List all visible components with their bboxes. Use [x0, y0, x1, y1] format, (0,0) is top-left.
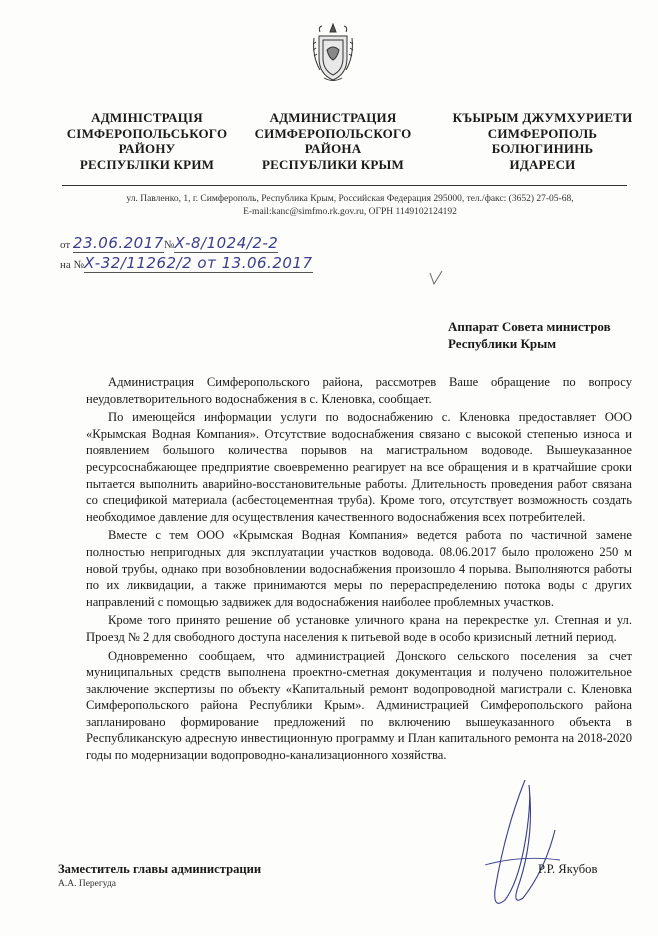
number-label: № [163, 239, 175, 251]
header-center-line: АДМИНИСТРАЦИЯ [269, 110, 397, 125]
body-paragraph: Кроме того принято решение об установке уличного крана на перекрестке ул. Степная и ул. Проезд № 2 для свободного доступа населения к питьевой воде в особо кризисный летний период. [86, 613, 632, 644]
header-right-line: БОЛЮГИНИНЬ [491, 141, 594, 156]
header-left-line: СІМФЕРОПОЛЬСЬКОГО [66, 125, 228, 141]
header-ukrainian [52, 110, 242, 172]
letter-body [86, 374, 632, 766]
header-crimean-tatar [440, 110, 645, 172]
addressee-line: Республики Крым [448, 336, 557, 351]
header-right-line: КЪЫРЫМ ДЖУМХУРИЕТИ [452, 110, 633, 125]
incoming-number: Х-32/11262/2 от 13.06.2017 [84, 254, 313, 272]
header-left-line: РАЙОНУ [118, 141, 176, 156]
contact-info [70, 193, 630, 218]
addressee [448, 318, 611, 352]
to-label: на № [60, 259, 85, 271]
contact-address: ул. Павленко, 1, г. Симферополь, Республика Крым, Российская Федерация 295000, тел./факс: (3652) 27-05-68, [126, 194, 574, 204]
header-center-line: РАЙОНА [304, 141, 362, 156]
contact-email: E-mail:kanc@simfmo.rk.gov.ru, ОГРН 1149102124192 [243, 206, 457, 217]
from-label: от [60, 239, 71, 251]
body-paragraph: Одновременно сообщаем, что администрацией Донского сельского поселения за счет муниципальных средств выполнена проектно-сметная документация и получено положительное заключение экспертизы по объекту «Капитальный ремонт водопроводной магистрали с. Кленовка Симферопольского района Республики Крым». Администрацией Симферопольского района запланировано формирование предложений по включению вышеуказанного объекта в Республиканскую адресную инвестиционную программу и План капитального ремонта на 2018-2020 годы по модернизации водопроводно-канализационного хозяйства. [86, 648, 632, 763]
header-divider [62, 185, 627, 186]
header-left-line: АДМІНІСТРАЦІЯ [91, 110, 203, 125]
signer-title: Заместитель главы администрации [58, 862, 262, 876]
header-russian [238, 110, 428, 172]
check-mark-icon [428, 270, 444, 286]
signer-name: Р.Р. Якубов [538, 862, 598, 876]
header-right-line: ИДАРЕСИ [509, 156, 576, 172]
body-paragraph: По имеющейся информации услуги по водоснабжению с. Кленовка предоставляет ООО «Крымская Водная Компания». Отсутствие водоснабжения связано с высокой степенью износа и появлением большого количества порывов на магистральном водоводе. Вышеуказанное ресурсоснабжающее предприятие своевременно реагирует на все обращения и в кратчайшие сроки пытается выполнить аварийно-восстановительные работы. Длительность проведения работ связана со спецификой материала (асбестоцементная труба). Кроме того, отсутствует возможность создать необходимое давление для осуществления качественного водоснабжения всех потребителей. [86, 410, 632, 524]
header-right-line: СИМФЕРОПОЛЬ [487, 125, 598, 141]
executor-name: А.А. Перегуда [58, 879, 116, 889]
body-paragraph: Вместе с тем ООО «Крымская Водная Компания» ведется работа по частичной замене полностью непригодных для эксплуатации участков водовода. 08.06.2017 было проложено 250 м новой трубы, однако при возобновлении водоснабжения произошло 4 порыва. Выполняются работы по их ликвидации, а также принимаются меры по перераспределению потока воды с других направлений с помощью задвижек для водоснабжения наиболее проблемных участков. [86, 528, 632, 609]
header-center-line: СИМФЕРОПОЛЬСКОГО [254, 125, 412, 141]
handwritten-signature-icon [465, 770, 598, 920]
header-left-line: РЕСПУБЛІКИ КРИМ [79, 156, 215, 172]
crimea-emblem-icon [310, 22, 356, 84]
outgoing-date: 23.06.2017 [72, 234, 164, 252]
outgoing-number: Х-8/1024/2-2 [174, 234, 279, 252]
incoming-reference [60, 254, 313, 273]
body-paragraph: Администрация Симферопольского района, рассмотрев Ваше обращение по вопросу неудовлетворительного водоснабжения в с. Кленовка, сообщает. [86, 375, 632, 406]
outgoing-reference [60, 234, 278, 253]
header-center-line: РЕСПУБЛИКИ КРЫМ [262, 156, 404, 172]
addressee-line: Аппарат Совета министров [448, 319, 611, 334]
